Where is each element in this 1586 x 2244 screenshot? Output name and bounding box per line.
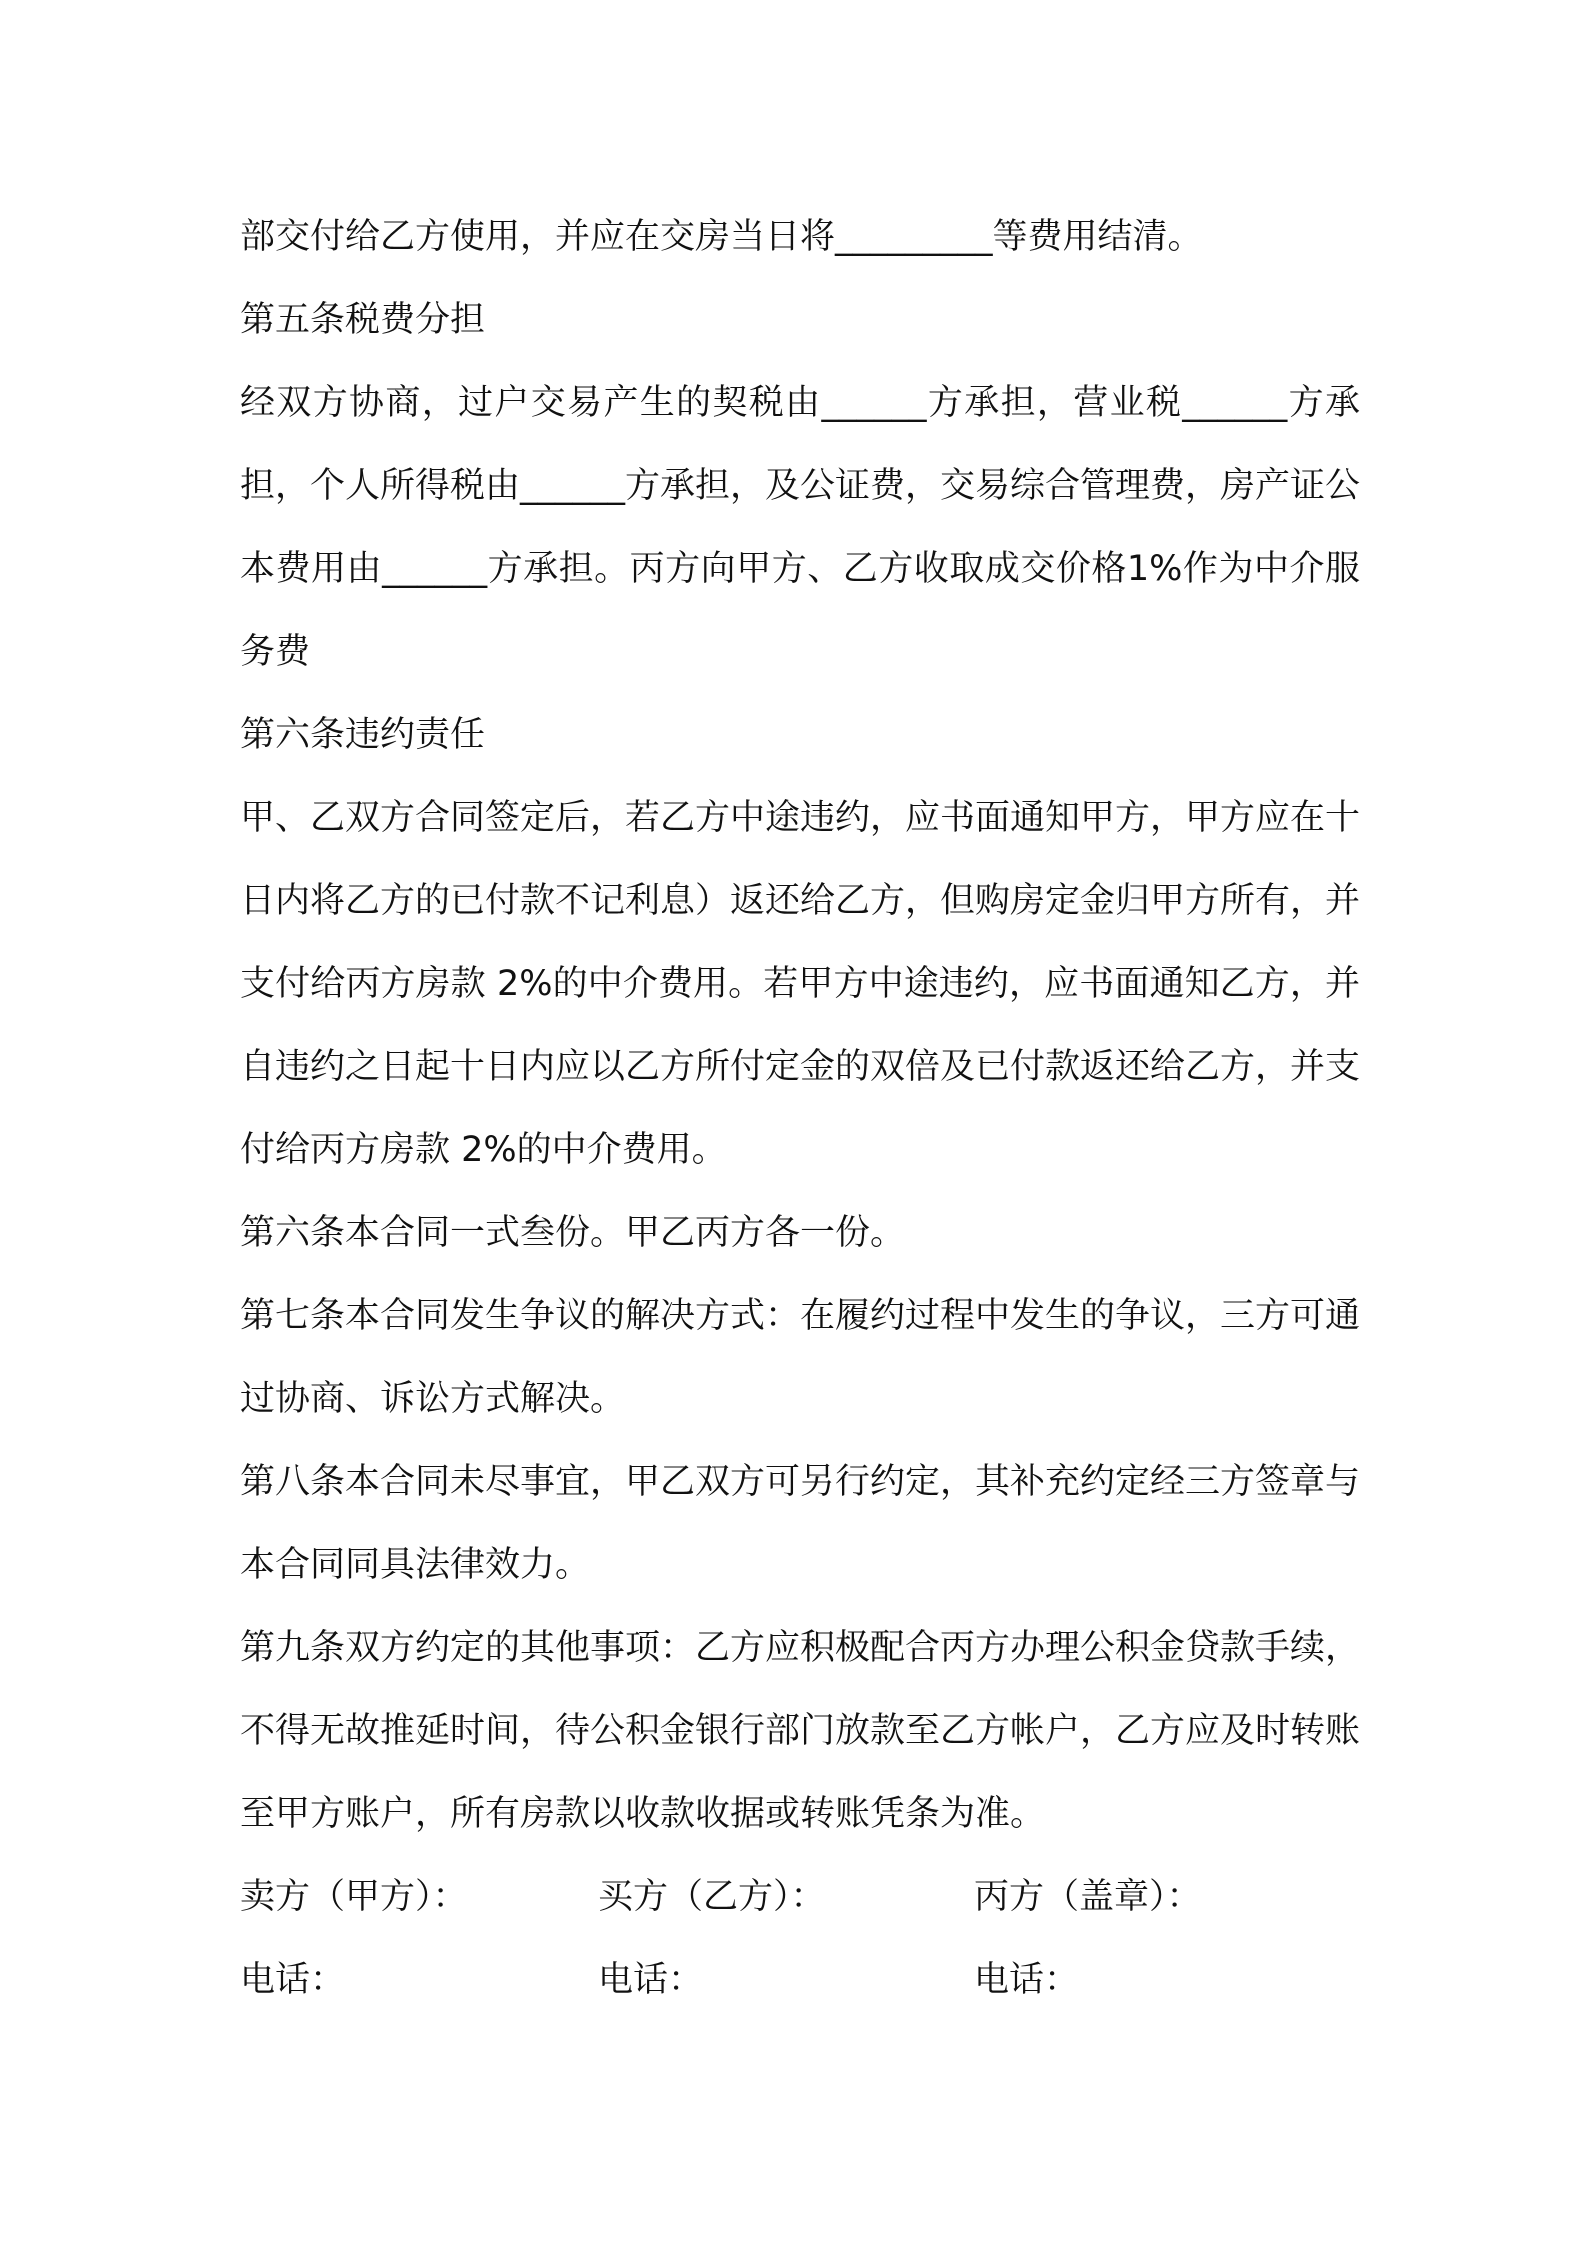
paragraph-dispute: 第七条本合同发生争议的解决方式：在履约过程中发生的争议，三方可通过协商、诉讼方式解决。: [240, 1296, 1361, 1419]
buyer-label: 买方（乙方）：: [598, 1877, 826, 1917]
seller-phone-label: 电话：: [240, 1960, 346, 2000]
agent-label: 丙方（盖章）：: [974, 1877, 1202, 1917]
paragraph-handover: 部交付给乙方使用，并应在交房当日将_________等费用结清。: [240, 217, 1203, 257]
paragraph-copies: 第六条本合同一式叁份。甲乙丙方各一份。: [240, 1213, 906, 1253]
agent-phone-label: 电话：: [974, 1960, 1080, 2000]
article-5-heading: 第五条税费分担: [240, 300, 486, 340]
paragraph-tax: 经双方协商，过户交易产生的契税由______方承担，营业税______方承担，个人所得税由______方承担，及公证费，交易综合管理费，房产证公本费用由______方承担。丙方向甲方、乙方收取成交价格1%作为中介服务费: [240, 383, 1361, 672]
signature-row: [240, 1856, 1360, 1939]
phone-row: [240, 1939, 1360, 2022]
paragraph-other-matters: 第九条双方约定的其他事项：乙方应积极配合丙方办理公积金贷款手续，不得无故推延时间，待公积金银行部门放款至乙方帐户，乙方应及时转账至甲方账户，所有房款以收款收据或转账凭条为准。: [240, 1628, 1361, 1834]
seller-label: 卖方（甲方）：: [240, 1877, 468, 1917]
article-6-heading: 第六条违约责任: [240, 715, 486, 755]
buyer-phone-label: 电话：: [598, 1960, 704, 2000]
paragraph-supplement: 第八条本合同未尽事宜，甲乙双方可另行约定，其补充约定经三方签章与本合同同具法律效力。: [240, 1462, 1361, 1585]
contract-body: [240, 196, 1360, 2022]
paragraph-liability: 甲、乙双方合同签定后，若乙方中途违约，应书面通知甲方，甲方应在十日内将乙方的已付款不记利息）返还给乙方，但购房定金归甲方所有，并支付给丙方房款 2%的中介费用。若甲方中途违约，应书面通知乙方，并自违约之日起十日内应以乙方所付定金的双倍及已付款返还给乙方，并支付给丙方房款 2%的中介费用。: [240, 798, 1361, 1170]
